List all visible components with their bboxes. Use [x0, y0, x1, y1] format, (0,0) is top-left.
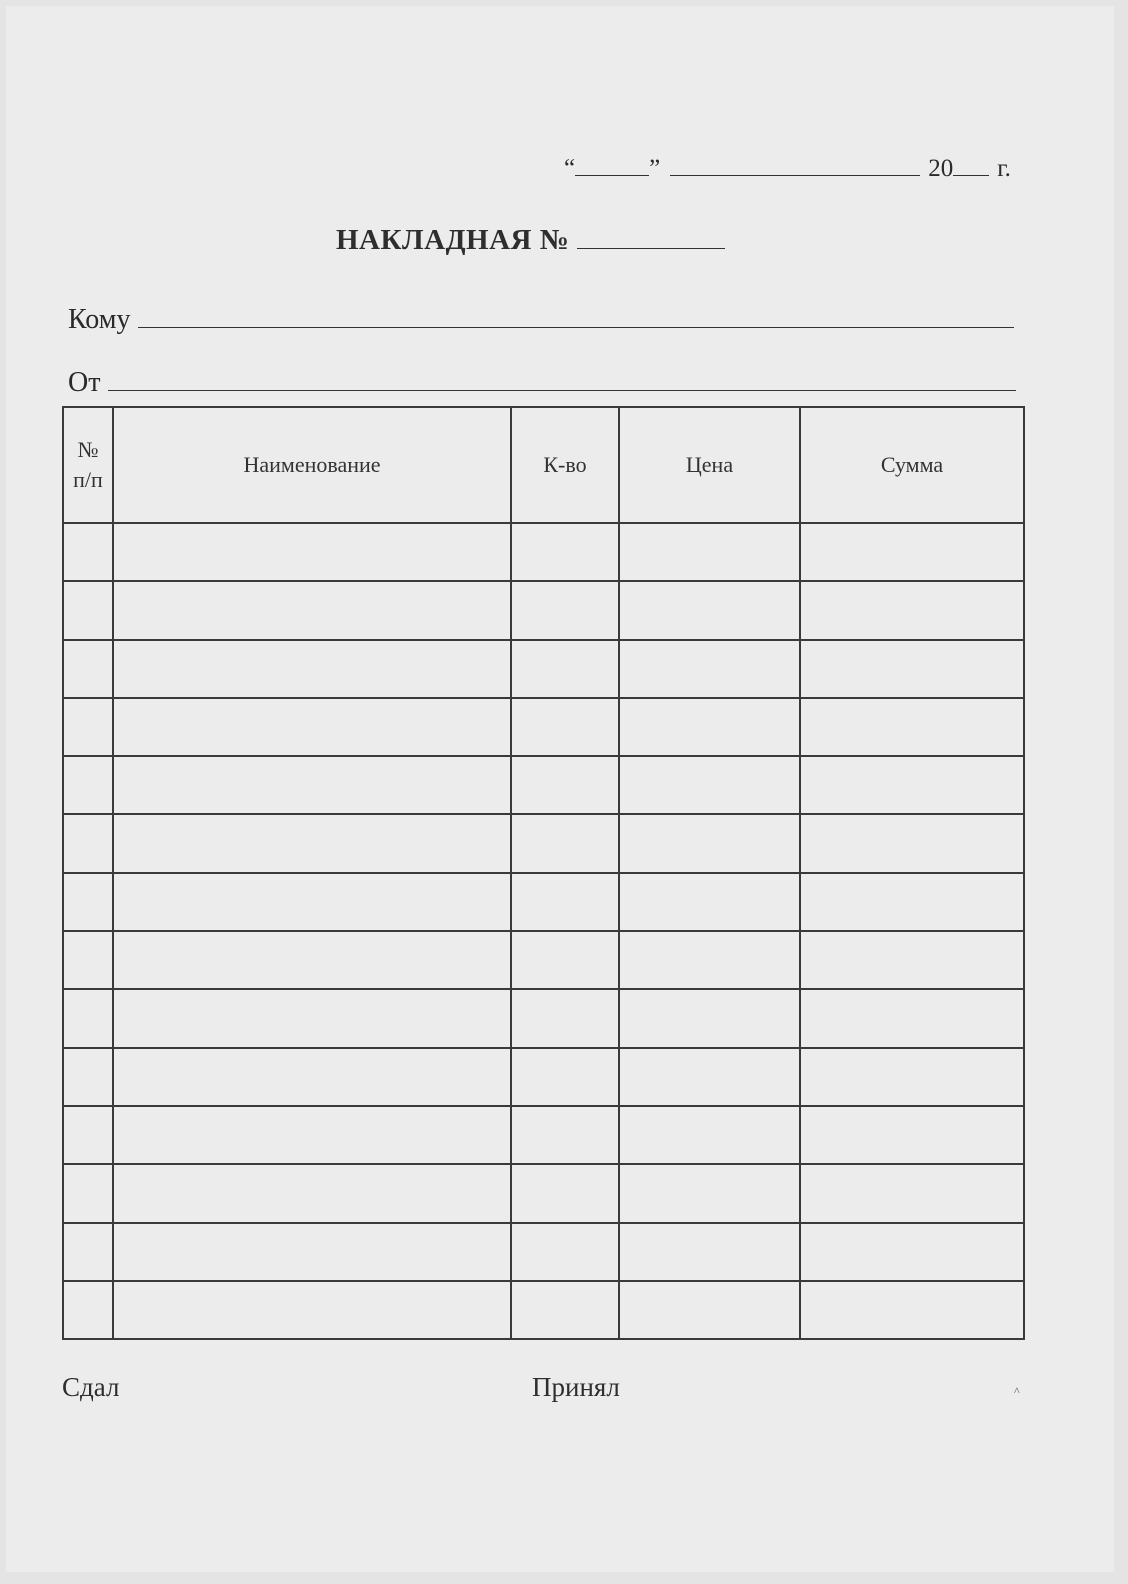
day-blank[interactable]	[575, 149, 649, 176]
cell-number[interactable]	[63, 1164, 113, 1222]
cell-number[interactable]	[63, 581, 113, 639]
invoice-number-blank[interactable]	[577, 224, 725, 249]
table-row	[63, 1281, 1024, 1339]
cell-sum[interactable]	[800, 698, 1024, 756]
cell-name[interactable]	[113, 873, 511, 931]
cell-sum[interactable]	[800, 814, 1024, 872]
cell-name[interactable]	[113, 1223, 511, 1281]
cell-number[interactable]	[63, 931, 113, 989]
invoice-sheet	[6, 6, 1114, 1572]
cell-number[interactable]	[63, 814, 113, 872]
cell-number[interactable]	[63, 1281, 113, 1339]
cell-sum[interactable]	[800, 640, 1024, 698]
table-row	[63, 581, 1024, 639]
cell-quantity[interactable]	[511, 1106, 619, 1164]
cell-sum[interactable]	[800, 523, 1024, 581]
cell-price[interactable]	[619, 581, 800, 639]
cell-quantity[interactable]	[511, 814, 619, 872]
header-number-line1: №	[77, 437, 99, 462]
cell-name[interactable]	[113, 581, 511, 639]
table-row	[63, 1106, 1024, 1164]
header-number	[63, 407, 113, 523]
cell-number[interactable]	[63, 989, 113, 1047]
table-row	[63, 523, 1024, 581]
cell-name[interactable]	[113, 640, 511, 698]
cell-price[interactable]	[619, 698, 800, 756]
cell-sum[interactable]	[800, 1223, 1024, 1281]
cell-name[interactable]	[113, 931, 511, 989]
cell-price[interactable]	[619, 814, 800, 872]
cell-sum[interactable]	[800, 1164, 1024, 1222]
cell-quantity[interactable]	[511, 989, 619, 1047]
cell-name[interactable]	[113, 1048, 511, 1106]
cell-number[interactable]	[63, 698, 113, 756]
cell-quantity[interactable]	[511, 1281, 619, 1339]
cell-name[interactable]	[113, 1281, 511, 1339]
table-row	[63, 873, 1024, 931]
header-sum: Сумма	[800, 407, 1024, 523]
cell-name[interactable]	[113, 989, 511, 1047]
cell-number[interactable]	[63, 523, 113, 581]
cell-name[interactable]	[113, 698, 511, 756]
cell-quantity[interactable]	[511, 1048, 619, 1106]
cell-price[interactable]	[619, 756, 800, 814]
cell-sum[interactable]	[800, 873, 1024, 931]
header-price: Цена	[619, 407, 800, 523]
items-table-wrap	[62, 406, 1023, 1340]
cell-name[interactable]	[113, 1164, 511, 1222]
table-row	[63, 756, 1024, 814]
table-row	[63, 814, 1024, 872]
header-number-line2: п/п	[73, 467, 103, 492]
cell-price[interactable]	[619, 989, 800, 1047]
cell-quantity[interactable]	[511, 581, 619, 639]
cell-sum[interactable]	[800, 1281, 1024, 1339]
caret-mark: ^	[1014, 1384, 1020, 1398]
cell-quantity[interactable]	[511, 640, 619, 698]
table-row	[63, 931, 1024, 989]
year-prefix: 20	[928, 155, 954, 182]
handed-over-label: Сдал	[62, 1372, 120, 1402]
sender-label: От	[68, 367, 101, 398]
cell-price[interactable]	[619, 523, 800, 581]
cell-price[interactable]	[619, 1223, 800, 1281]
cell-price[interactable]	[619, 1164, 800, 1222]
cell-number[interactable]	[63, 1048, 113, 1106]
sender-blank[interactable]	[108, 368, 1016, 391]
cell-number[interactable]	[63, 1106, 113, 1164]
sender-field	[68, 367, 1016, 399]
table-row	[63, 1223, 1024, 1281]
table-row	[63, 698, 1024, 756]
cell-price[interactable]	[619, 1281, 800, 1339]
table-row	[63, 640, 1024, 698]
month-blank[interactable]	[670, 149, 920, 176]
cell-number[interactable]	[63, 873, 113, 931]
cell-quantity[interactable]	[511, 698, 619, 756]
cell-sum[interactable]	[800, 756, 1024, 814]
cell-name[interactable]	[113, 756, 511, 814]
cell-name[interactable]	[113, 1106, 511, 1164]
date-open-quote: “	[564, 155, 576, 182]
table-header-row	[63, 407, 1024, 523]
cell-quantity[interactable]	[511, 873, 619, 931]
cell-quantity[interactable]	[511, 523, 619, 581]
cell-quantity[interactable]	[511, 1164, 619, 1222]
recipient-field	[68, 304, 1014, 336]
cell-sum[interactable]	[800, 1106, 1024, 1164]
date-line	[564, 149, 1011, 183]
header-name: Наименование	[113, 407, 511, 523]
title-row	[336, 224, 725, 257]
table-row	[63, 989, 1024, 1047]
year-blank[interactable]	[953, 149, 989, 176]
cell-price[interactable]	[619, 1106, 800, 1164]
cell-sum[interactable]	[800, 581, 1024, 639]
header-quantity: К-во	[511, 407, 619, 523]
cell-number[interactable]	[63, 1223, 113, 1281]
date-close-quote: ”	[649, 155, 661, 182]
cell-price[interactable]	[619, 640, 800, 698]
cell-sum[interactable]	[800, 989, 1024, 1047]
page-title: НАКЛАДНАЯ №	[336, 224, 570, 256]
recipient-label: Кому	[68, 304, 131, 335]
recipient-blank[interactable]	[138, 305, 1014, 328]
cell-price[interactable]	[619, 873, 800, 931]
cell-quantity[interactable]	[511, 931, 619, 989]
received-label: Принял	[532, 1372, 620, 1402]
cell-quantity[interactable]	[511, 1223, 619, 1281]
cell-number[interactable]	[63, 640, 113, 698]
cell-name[interactable]	[113, 814, 511, 872]
cell-quantity[interactable]	[511, 756, 619, 814]
cell-price[interactable]	[619, 1048, 800, 1106]
table-row	[63, 1164, 1024, 1222]
cell-number[interactable]	[63, 756, 113, 814]
table-body	[63, 523, 1024, 1339]
cell-price[interactable]	[619, 931, 800, 989]
cell-name[interactable]	[113, 523, 511, 581]
cell-sum[interactable]	[800, 931, 1024, 989]
table-row	[63, 1048, 1024, 1106]
year-suffix: г.	[997, 155, 1011, 182]
cell-sum[interactable]	[800, 1048, 1024, 1106]
items-table	[62, 406, 1025, 1340]
